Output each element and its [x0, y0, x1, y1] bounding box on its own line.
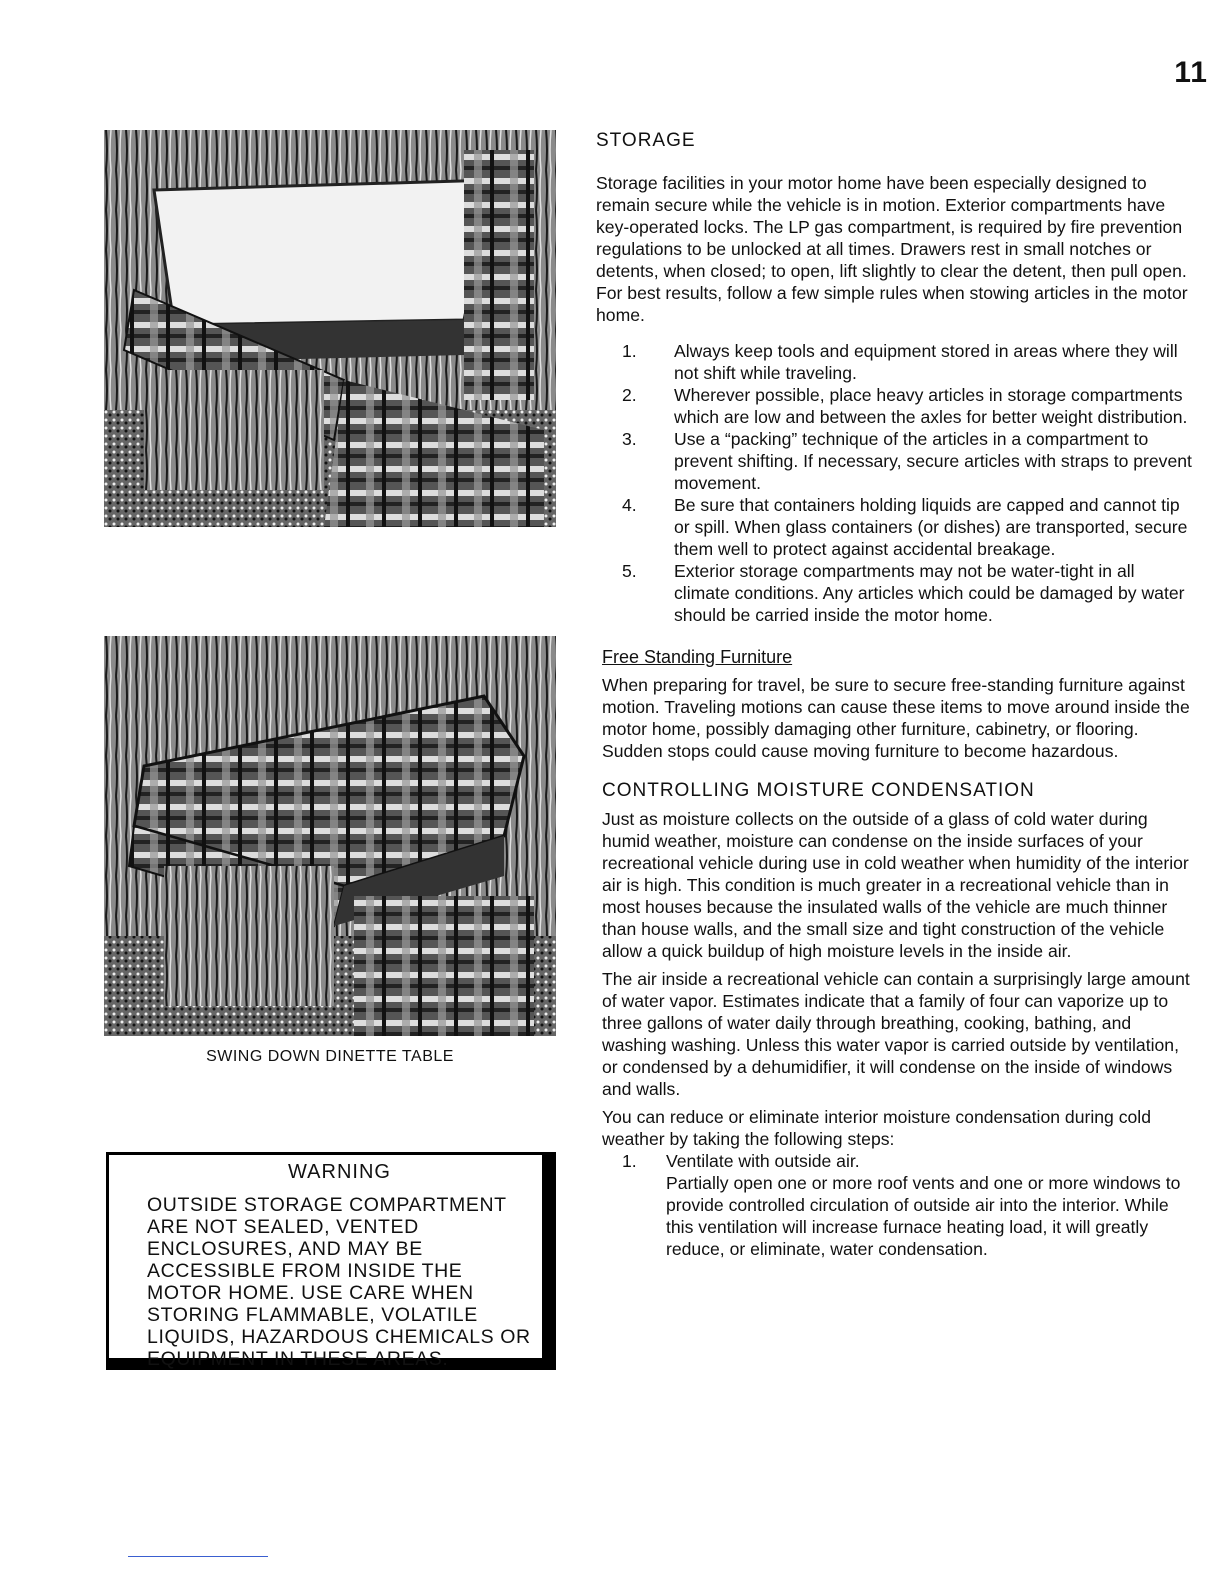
dinette-photo-table-down	[104, 636, 556, 1036]
dinette-photo-table-up	[104, 130, 556, 527]
furniture-text: When preparing for travel, be sure to secure free-standing furniture against motion. Traveling motions can cause these items to move around inside the motor home, possibly damaging other furniture, cabinetry, or flooring. Sudden stops could cause moving furniture to become hazardous.	[602, 675, 1190, 761]
storage-intro: Storage facilities in your motor home have been especially designed to remain secure while the vehicle is in motion. Exterior compartments have key-operated locks. The LP gas compartment, is required by fire prevention regulations to be unlocked at all times. Drawers rest in small notches or detents, when closed; to open, lift slightly to clear the detent, then pull open. For best results, follow a few simple rules when stowing articles in the motor home.	[596, 173, 1188, 325]
moisture-paragraph-2: The air inside a recreational vehicle can contain a surprisingly large amount of water vapor. Estimates indicate that a family of four can vaporize up to three gallons of water daily through breathing, cooking, bathing, and washing washing. Unless this water vapor is carried outside by ventilation, or condensed by a dehumidifier, it will condense on the inside of windows and walls.	[602, 969, 1190, 1099]
page-number: 11	[1174, 56, 1208, 89]
list-item: 3. Use a “packing” technique of the articles in a compartment to prevent shifting. If necessary, secure articles with straps to prevent movement.	[622, 429, 1192, 493]
storage-heading: STORAGE	[596, 130, 696, 151]
moisture-heading: CONTROLLING MOISTURE CONDENSATION	[602, 780, 1035, 801]
moisture-step-1: 1. Ventilate with outside air.	[622, 1151, 860, 1171]
footer-rule	[128, 1556, 268, 1557]
storage-rules-list	[596, 340, 1194, 626]
furniture-heading: Free Standing Furniture	[602, 647, 793, 667]
list-item: 1. Always keep tools and equipment stored in areas where they will not shift while traveling.	[622, 341, 1178, 383]
list-item: 4. Be sure that containers holding liquids are capped and cannot tip or spill. When glass containers (or dishes) are transported, secure them well to protect against accidental breakage.	[622, 495, 1188, 559]
figure-caption: SWING DOWN DINETTE TABLE	[206, 1048, 454, 1065]
moisture-paragraph-1: Just as moisture collects on the outside of a glass of cold water during humid weather, moisture can condense on the inside surfaces of your recreational vehicle during use in cold weather when humidity of the interior air is high. This condition is much greater in a recreational vehicle than in most houses because the insulated walls of the vehicle are much thinner than house walls, and the small size and tight construction of the vehicle allow a quick buildup of high moisture levels in the inside air.	[602, 809, 1189, 961]
text-column	[596, 130, 1194, 1260]
moisture-paragraph-3: You can reduce or eliminate interior moisture condensation during cold weather by taking the following steps:	[602, 1107, 1151, 1149]
moisture-step-1-detail: Partially open one or more roof vents and one or more windows to provide controlled circulation of outside air into the interior. While this ventilation will increase furnace heating load, it will greatly reduce, or eliminate, water condensation.	[666, 1173, 1181, 1259]
warning-box	[106, 1152, 556, 1370]
warning-title: WARNING	[288, 1161, 391, 1183]
list-item: 2. Wherever possible, place heavy articles in storage compartments which are low and between the axles for better weight distribution.	[622, 385, 1188, 427]
list-item: 5. Exterior storage compartments may not be water-tight in all climate conditions. Any articles which could be damaged by water should be carried inside the motor home.	[622, 561, 1185, 625]
warning-body: OUTSIDE STORAGE COMPARTMENT ARE NOT SEALED, VENTED ENCLOSURES, AND MAY BE ACCESSIBLE FROM INSIDE THE MOTOR HOME. USE CARE WHEN STORING FLAMMABLE, VOLATILE LIQUIDS, HAZARDOUS CHEMICALS OR EQUIPMENT IN THESE AREAS.	[147, 1194, 531, 1370]
